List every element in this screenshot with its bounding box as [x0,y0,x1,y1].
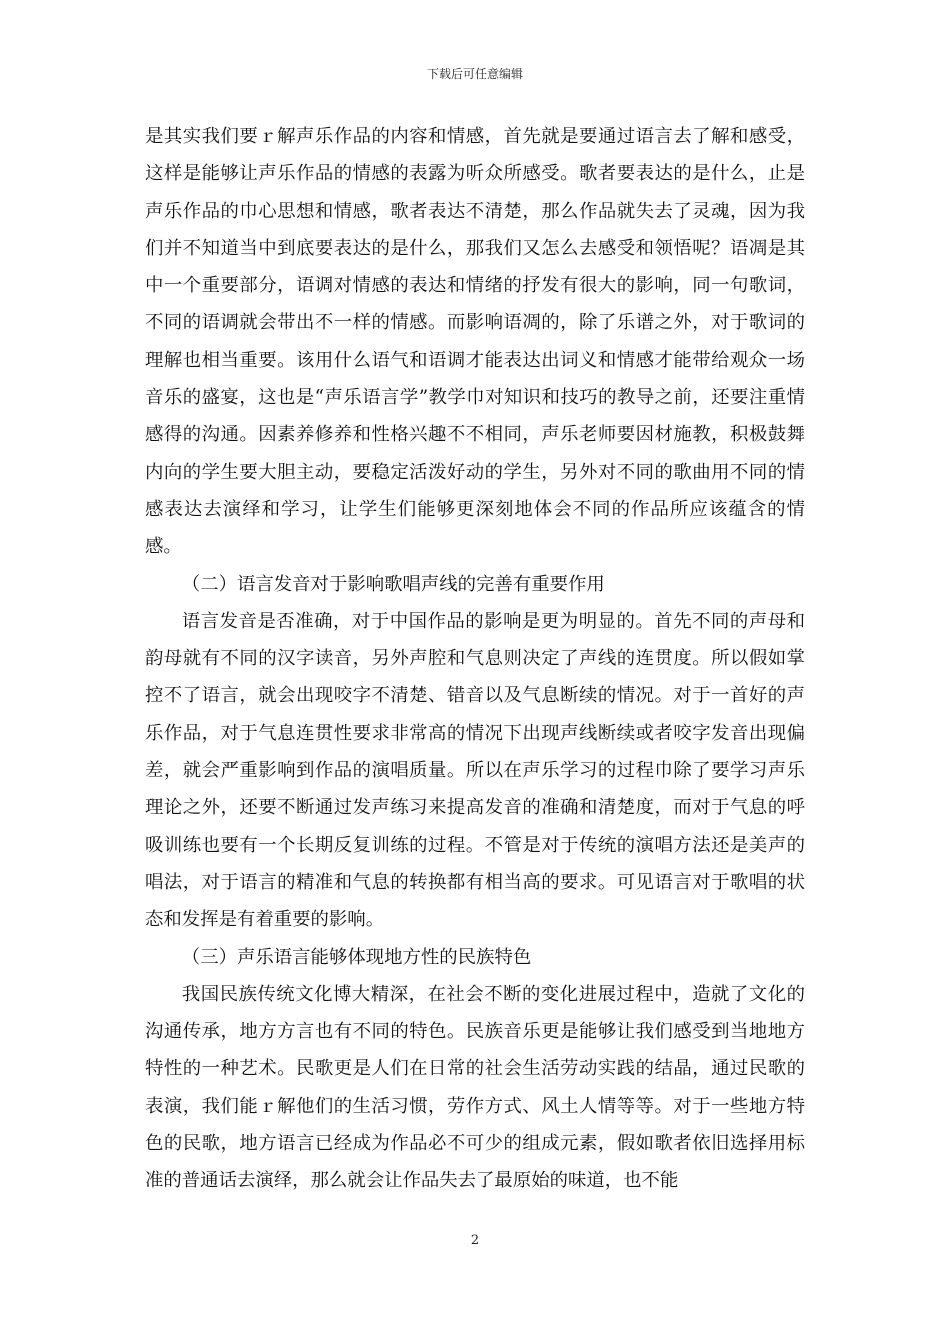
paragraph-1: 是其实我们要ｒ解声乐作品的内容和情感，首先就是要通过语言去了解和感受，这样是能够让声乐作品的情感的表露为听众所感受。歌者要表达的是什么，止是声乐作品的巾心思想和情感，歌者表达不清楚，那么作品就失去了灵魂，因为我们并不知道当中到底要表达的是什么，那我们又怎么去感受和领悟呢？语凋是其中一个重要部分，语调对情感的表达和情绪的抒发有很大的影响，同一句歌词，不同的语调就会带出不一样的情感。而影响语凋的，除了乐谱之外，对于歌词的理解也相当重要。该用什么语气和语调才能表达出词义和情感才能带给观众一场音乐的盛宴，这也是“声乐语言学”教学巾对知识和技巧的教导之前，还要注重情感得的沟通。因素养修养和性格兴趣不不相同，声乐老师要因材施教，积极鼓舞内向的学生要大胆主动，要稳定活泼好动的学生，另外对不同的歌曲用不同的情感表达去演绎和学习，让学生们能够更深刻地体会不同的作品所应该蕴含的情感。 [145,126,805,558]
section-heading-2: （二）语言发音对于影响歌唱声线的完善有重要作用 [181,573,605,595]
page-header: 下载后可任意编辑 [426,67,523,81]
section-heading-3: （三）声乐语言能够体现地方性的民族特色 [181,946,532,968]
paragraph-3: 我国民族传统文化博大精深，在社会不断的变化进展过程中，造就了文化的沟通传承，地方方言也有不同的特色。民族音乐更是能够让我们感受到当地地方特性的一种艺术。民歌更是人们在日常的社会生活劳动实践的结晶，通过民歌的表演，我们能ｒ解他们的生活习惯，劳作方式、风土人情等等。对于一些地方特色的民歌，地方语言已经成为作品必不可少的组成元素，假如歌者依旧选择用标准的普通话去演绎，那么就会让作品失去了最原始的味道，也不能 [145,983,805,1192]
page-number: 2 [470,1233,480,1248]
paragraph-2: 语言发音是否准确，对于中国作品的影响是更为明显的。首先不同的声母和韵母就有不同的汉字读音，另外声腔和气息则决定了声线的连贯度。所以假如掌控不了语言，就会出现咬字不清楚、错音以及气息断续的情况。对于一首好的声乐作品，对于气息连贯性要求非常高的情况下出现声线断续或者咬字发音出现偏差，就会严重影响到作品的演唱质量。所以在声乐学习的过程巾除了要学习声乐理论之外，还要不断通过发声练习来提高发音的准确和清楚度，而对于气息的呼吸训练也要有一个长期反复训练的过程。不管是对于传统的演唱方法还是美声的唱法，对于语言的精准和气息的转换都有相当高的要求。可见语言对于歌唱的状态和发挥是有着重要的影响。 [145,610,805,931]
document-body [145,118,805,1200]
